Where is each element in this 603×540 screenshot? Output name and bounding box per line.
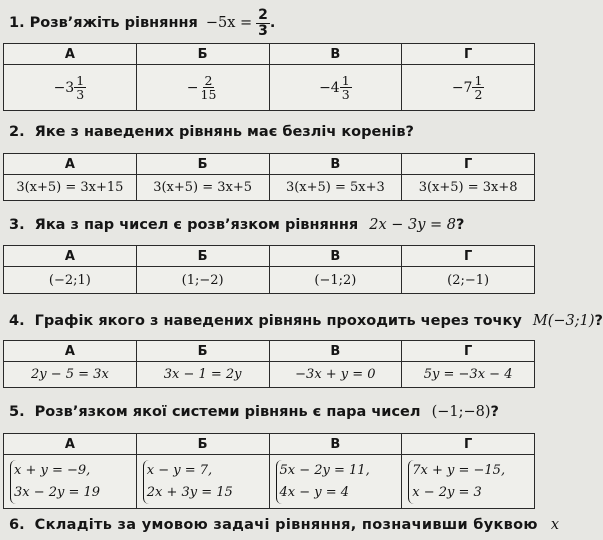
question-5	[9, 404, 535, 420]
option-header-c: В	[269, 246, 402, 267]
option-header-b: Б	[136, 246, 269, 267]
option-d[interactable]: 5y = −3x − 4	[402, 362, 535, 388]
equation-lhs: −5x =	[205, 15, 253, 31]
option-header-b: Б	[136, 341, 269, 362]
option-b[interactable]	[136, 455, 269, 509]
option-header-a: А	[4, 44, 137, 65]
question-4	[9, 313, 603, 329]
question-text: Розв’язком якої системи рівнянь є пара чисел	[34, 404, 421, 420]
option-header-c: В	[269, 154, 402, 175]
question-end: .	[269, 15, 276, 31]
option-a[interactable]: 2y − 5 = 3x	[4, 362, 137, 388]
question-2	[9, 124, 535, 140]
option-d[interactable]	[402, 65, 535, 111]
option-b[interactable]	[136, 65, 269, 111]
equation-system	[10, 460, 100, 504]
option-b[interactable]: 3(x+5) = 3x+5	[136, 175, 269, 201]
option-header-c: В	[269, 434, 402, 455]
option-a[interactable]: 3(x+5) = 3x+15	[4, 175, 137, 201]
system-line-2: 4x − y = 4	[279, 484, 350, 500]
option-header-a: А	[4, 246, 137, 267]
option-header-b: Б	[136, 434, 269, 455]
question-number: 4.	[9, 313, 25, 329]
question-1	[9, 6, 535, 40]
mixed-whole: −4	[319, 79, 340, 96]
option-header-d: Г	[402, 44, 535, 65]
fraction-denominator: 3	[76, 87, 85, 102]
question-text: Яка з пар чисел є розв’язком рівняння	[34, 217, 359, 233]
fraction-sign: −	[186, 79, 199, 96]
fraction-numerator: 2	[258, 6, 268, 23]
option-header-c: В	[269, 44, 402, 65]
answer-table-5	[3, 433, 535, 509]
question-text: Графік якого з наведених рівнянь проходить через точку	[34, 313, 522, 329]
system-line-1: x − y = 7,	[146, 462, 213, 478]
question-number: 6.	[9, 517, 25, 533]
question-6	[9, 517, 560, 533]
question-number: 2.	[9, 124, 25, 140]
point: M(−3;1)	[532, 313, 595, 329]
question-end: ?	[594, 313, 603, 329]
fraction-numerator: 1	[341, 72, 350, 88]
option-d[interactable]: (2;−1)	[402, 267, 535, 294]
system-line-2: 3x − 2y = 19	[14, 484, 101, 500]
option-header-a: А	[4, 341, 137, 362]
fraction-numerator: 2	[204, 72, 213, 88]
system-line-1: 7x + y = −15,	[412, 462, 506, 478]
system-line-2: x − 2y = 3	[412, 484, 482, 500]
equation-system	[143, 460, 233, 504]
option-header-a: А	[4, 434, 137, 455]
option-header-d: Г	[402, 434, 535, 455]
option-header-d: Г	[402, 246, 535, 267]
question-3	[9, 217, 535, 233]
fraction-numerator: 1	[474, 72, 483, 88]
fraction-numerator: 1	[76, 72, 85, 88]
mixed-whole: −7	[451, 79, 473, 96]
question-end: ?	[490, 404, 499, 420]
option-c[interactable]	[269, 65, 402, 111]
option-header-c: В	[269, 341, 402, 362]
option-header-b: Б	[136, 44, 269, 65]
answer-table-2	[3, 153, 535, 201]
option-d[interactable]	[402, 455, 535, 509]
option-c[interactable]: (−1;2)	[269, 267, 402, 294]
equation-system	[276, 460, 370, 504]
answer-table-3	[3, 245, 535, 294]
option-header-a: А	[4, 154, 137, 175]
option-a[interactable]	[4, 455, 137, 509]
question-text: Складіть за умовою задачі рівняння, позначивши буквою	[34, 517, 538, 533]
system-line-1: x + y = −9,	[14, 462, 91, 478]
mixed-whole: −3	[53, 79, 75, 96]
option-header-d: Г	[402, 154, 535, 175]
question-text: Розв’яжіть рівняння	[29, 15, 198, 31]
option-c[interactable]: −3x + y = 0	[269, 362, 402, 388]
question-number: 1.	[9, 15, 25, 31]
option-header-b: Б	[136, 154, 269, 175]
answer-table-4	[3, 340, 535, 388]
equation: 2x − 3y = 8	[369, 217, 457, 233]
variable: x	[550, 517, 560, 533]
system-line-2: 2x + 3y = 15	[146, 484, 233, 500]
fraction-denominator: 2	[474, 87, 483, 102]
question-end: ?	[456, 217, 465, 233]
fraction-denominator: 3	[258, 22, 268, 39]
option-d[interactable]: 3(x+5) = 3x+8	[402, 175, 535, 201]
answer-table-1	[3, 43, 535, 111]
fraction-denominator: 15	[200, 87, 217, 102]
option-c[interactable]: 3(x+5) = 5x+3	[269, 175, 402, 201]
equation-fraction	[256, 8, 270, 38]
equation-system	[408, 460, 505, 504]
option-a[interactable]: (−2;1)	[4, 267, 137, 294]
fraction-denominator: 3	[341, 87, 350, 102]
question-number: 5.	[9, 404, 25, 420]
system-line-1: 5x − 2y = 11,	[279, 462, 370, 478]
number-pair: (−1;−8)	[431, 404, 491, 420]
option-b[interactable]: 3x − 1 = 2y	[136, 362, 269, 388]
question-number: 3.	[9, 217, 25, 233]
option-header-d: Г	[402, 341, 535, 362]
option-c[interactable]	[269, 455, 402, 509]
option-b[interactable]: (1;−2)	[136, 267, 269, 294]
question-text: Яке з наведених рівнянь має безліч коренів?	[34, 124, 414, 140]
option-a[interactable]	[4, 65, 137, 111]
